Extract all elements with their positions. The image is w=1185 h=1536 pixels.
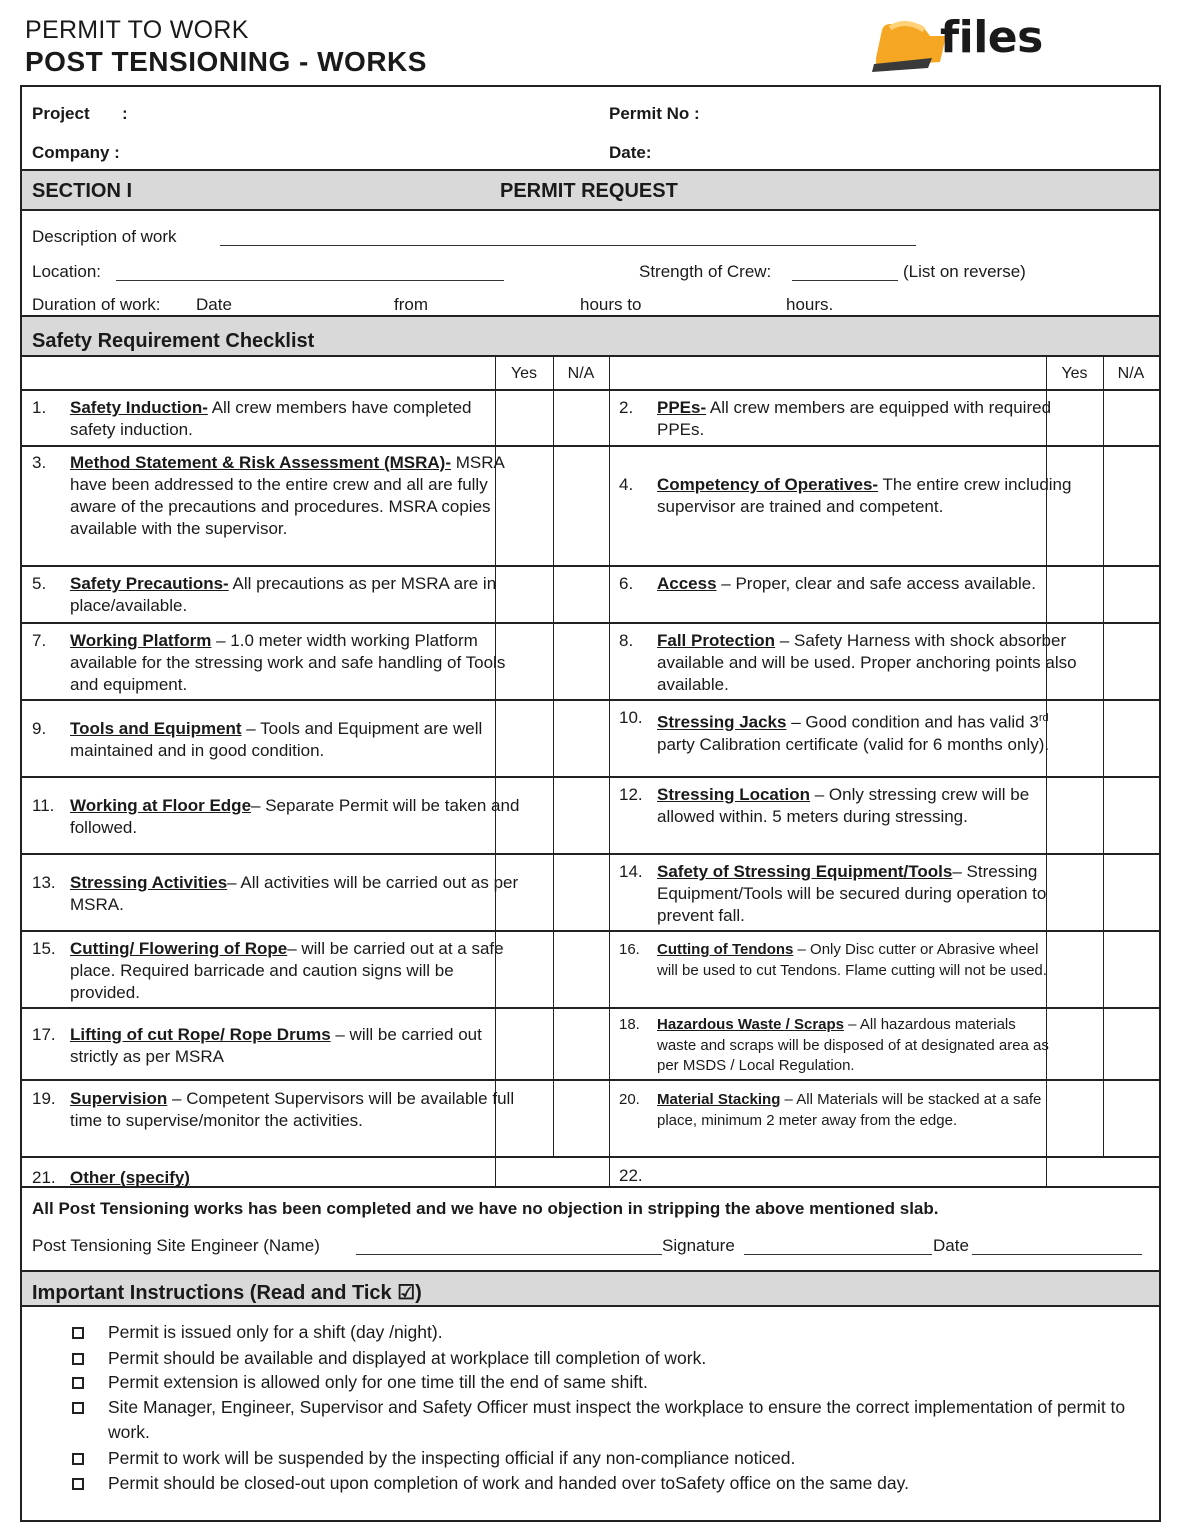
completion-divider bbox=[22, 1186, 1159, 1188]
item-text bbox=[657, 1015, 1057, 1077]
document-title: POST TENSIONING - WORKS bbox=[25, 46, 427, 77]
na-check-cell[interactable] bbox=[553, 1079, 609, 1156]
na-check-cell[interactable] bbox=[553, 389, 609, 445]
item-key: Competency of Operatives- bbox=[657, 475, 879, 494]
item-number: 4. bbox=[619, 475, 634, 494]
item-key: Stressing Activities bbox=[70, 873, 228, 892]
engineer-name-field[interactable] bbox=[356, 1254, 662, 1255]
tick-checkbox[interactable] bbox=[72, 1478, 84, 1490]
item-key: Fall Protection bbox=[657, 631, 776, 650]
instruction-text: Permit to work will be suspended by the inspecting official if any non-compliance noticed. bbox=[108, 1448, 796, 1468]
duration-label: Duration of work: bbox=[32, 295, 161, 314]
section-1-label: SECTION I bbox=[32, 180, 133, 202]
column-divider bbox=[609, 357, 610, 1156]
na-check-cell[interactable] bbox=[553, 699, 609, 776]
item-number: 18. bbox=[619, 1016, 640, 1033]
column-divider bbox=[609, 1156, 610, 1186]
na-check-cell[interactable] bbox=[553, 445, 609, 565]
project-colon: : bbox=[122, 104, 128, 123]
signature-field[interactable] bbox=[744, 1254, 932, 1255]
item-text bbox=[657, 784, 1077, 828]
permit-form bbox=[20, 85, 1161, 1522]
item-key: Method Statement & Risk Assessment (MSRA)- bbox=[70, 453, 451, 472]
tick-checkbox[interactable] bbox=[72, 1453, 84, 1465]
logo-wordmark: files bbox=[940, 12, 1043, 63]
files-logo bbox=[872, 12, 1062, 74]
item-text bbox=[70, 795, 530, 839]
item-key: Lifting of cut Rope/ Rope Drums bbox=[70, 1025, 331, 1044]
instruction-item bbox=[22, 1446, 1159, 1471]
item-key: Stressing Location bbox=[657, 785, 811, 804]
tick-checkbox[interactable] bbox=[72, 1377, 84, 1389]
duration-date-label: Date bbox=[196, 295, 232, 314]
item-description: – Stressing Equipment/Tools will be secured during operation to prevent fall. bbox=[657, 862, 1047, 925]
instructions-bar bbox=[22, 1270, 1159, 1307]
project-label: Project bbox=[32, 104, 90, 123]
yes-column-header: Yes bbox=[510, 365, 538, 382]
item-text bbox=[70, 573, 520, 617]
crew-strength-field[interactable] bbox=[792, 280, 898, 281]
item-text bbox=[657, 474, 1077, 518]
item-text bbox=[657, 940, 1057, 981]
na-check-cell[interactable] bbox=[553, 1007, 609, 1079]
instruction-text: Site Manager, Engineer, Supervisor and Safety Officer must inspect the workplace to ensure the correct implementation of permit to work. bbox=[108, 1397, 1126, 1442]
item-text bbox=[657, 861, 1077, 927]
item-number: 5. bbox=[32, 574, 47, 593]
item-key: Hazardous Waste / Scraps bbox=[657, 1016, 845, 1033]
item-description: MSRA have been addressed to the entire crew and all are fully aware of the precautions and procedures. MSRA copies available with the supervisor. bbox=[70, 453, 504, 538]
na-check-cell[interactable] bbox=[1103, 699, 1159, 776]
item-description: – Tools and Equipment are well maintained and in good condition. bbox=[70, 719, 483, 760]
item-text bbox=[70, 1088, 520, 1132]
item-description: – 1.0 meter width working Platform available for the stressing work and safe handling of Tools and equipment. bbox=[70, 631, 506, 694]
instruction-text: Permit is issued only for a shift (day /night). bbox=[108, 1322, 443, 1342]
na-check-cell[interactable] bbox=[1103, 445, 1159, 565]
item-key: Supervision bbox=[70, 1089, 168, 1108]
item-text bbox=[70, 938, 520, 1004]
item-text bbox=[70, 397, 520, 441]
tick-checkbox[interactable] bbox=[72, 1327, 84, 1339]
permit-no-label: Permit No : bbox=[609, 104, 700, 123]
instruction-item bbox=[22, 1370, 1159, 1395]
item-key: Cutting/ Flowering of Rope bbox=[70, 939, 288, 958]
na-check-cell[interactable] bbox=[553, 930, 609, 1007]
item-text bbox=[657, 630, 1077, 696]
item-description: – Only stressing crew will be allowed within. 5 meters during stressing. bbox=[657, 785, 1030, 826]
item-key: Safety of Stressing Equipment/Tools bbox=[657, 862, 953, 881]
description-field[interactable] bbox=[220, 245, 916, 246]
item-description: party Calibration certificate (valid for 6 months only). bbox=[657, 734, 1050, 754]
instruction-item bbox=[22, 1395, 1159, 1445]
permit-heading: PERMIT TO WORK bbox=[25, 16, 249, 44]
item-key: Safety Precautions- bbox=[70, 574, 229, 593]
instructions-title: Important Instructions (Read and Tick ☑) bbox=[32, 1282, 422, 1304]
item-number: 13. bbox=[32, 873, 56, 892]
item-text bbox=[657, 397, 1077, 441]
item-description: – Only Disc cutter or Abrasive wheel will be used to cut Tendons. Flame cutting will not be used. bbox=[657, 941, 1047, 979]
item-description: – Competent Supervisors will be available full time to supervise/monitor the activities. bbox=[70, 1089, 515, 1130]
signature-label: Signature bbox=[662, 1236, 735, 1255]
item-text bbox=[70, 718, 520, 762]
item-number: 3. bbox=[32, 453, 47, 472]
na-check-cell[interactable] bbox=[1103, 853, 1159, 930]
duration-hours-end-label: hours. bbox=[786, 295, 834, 314]
item-number: 11. bbox=[32, 796, 55, 815]
tick-checkbox[interactable] bbox=[72, 1353, 84, 1365]
item-key: Other (specify) bbox=[70, 1168, 190, 1187]
item-key: Access bbox=[657, 574, 717, 593]
item-text bbox=[657, 573, 1077, 595]
na-check-cell[interactable] bbox=[553, 776, 609, 853]
item-description: – Proper, clear and safe access available. bbox=[716, 574, 1036, 593]
item-number: 22. bbox=[619, 1166, 643, 1185]
completion-date-label: Date bbox=[933, 1236, 969, 1255]
row-divider bbox=[22, 1156, 1159, 1158]
item-number: 2. bbox=[619, 398, 634, 417]
na-check-cell[interactable] bbox=[1103, 1079, 1159, 1156]
item-number: 21. bbox=[32, 1168, 56, 1187]
na-column-header: N/A bbox=[1117, 365, 1145, 382]
item-description: The entire crew including supervisor are trained and competent. bbox=[657, 475, 1072, 516]
na-check-cell[interactable] bbox=[1103, 389, 1159, 445]
column-divider bbox=[1046, 1156, 1047, 1186]
item-text bbox=[70, 630, 520, 696]
checklist-title: Safety Requirement Checklist bbox=[32, 330, 315, 352]
item-number: 19. bbox=[32, 1089, 56, 1108]
instruction-text: Permit extension is allowed only for one time till the end of same shift. bbox=[108, 1372, 648, 1392]
item-key: Material Stacking bbox=[657, 1091, 781, 1108]
date-label: Date: bbox=[609, 143, 652, 162]
item-description: All crew members have completed safety induction. bbox=[70, 398, 472, 439]
location-label: Location: bbox=[32, 262, 101, 281]
na-check-cell[interactable] bbox=[1103, 930, 1159, 1007]
item-number: 17. bbox=[32, 1025, 56, 1044]
company-label: Company : bbox=[32, 143, 120, 162]
item-description: – will be carried out at a safe place. Required barricade and caution signs will be provided. bbox=[70, 939, 504, 1002]
item-key: Working at Floor Edge bbox=[70, 796, 252, 815]
duration-hours-to-label: hours to bbox=[580, 295, 642, 314]
item-description: – All Materials will be stacked at a safe place, minimum 2 meter away from the edge. bbox=[657, 1091, 1042, 1129]
completion-statement: All Post Tensioning works has been completed and we have no objection in stripping the above mentioned slab. bbox=[32, 1199, 939, 1218]
item-key: Stressing Jacks bbox=[657, 712, 787, 732]
item-number: 1. bbox=[32, 398, 47, 417]
item-number: 15. bbox=[32, 939, 56, 958]
item-description: – Good condition and has valid 3 bbox=[786, 712, 1039, 732]
item-number: 20. bbox=[619, 1091, 640, 1108]
instruction-item bbox=[22, 1320, 1159, 1345]
engineer-name-label: Post Tensioning Site Engineer (Name) bbox=[32, 1236, 320, 1255]
yes-column-header: Yes bbox=[1061, 365, 1088, 382]
item-description: – Separate Permit will be taken and followed. bbox=[70, 796, 520, 837]
item-key: Safety Induction- bbox=[70, 398, 208, 417]
item-text bbox=[657, 707, 1077, 756]
item-description: – will be carried out strictly as per MSRA bbox=[70, 1025, 482, 1066]
instruction-item bbox=[22, 1471, 1159, 1496]
item-number: 6. bbox=[619, 574, 634, 593]
item-key: Working Platform bbox=[70, 631, 212, 650]
item-description: – All activities will be carried out as per MSRA. bbox=[70, 873, 519, 914]
item-text bbox=[657, 1090, 1057, 1131]
item-text bbox=[70, 872, 530, 916]
completion-date-field[interactable] bbox=[972, 1254, 1142, 1255]
item-number: 16. bbox=[619, 941, 640, 958]
item-key: Tools and Equipment bbox=[70, 719, 242, 738]
crew-list-note: (List on reverse) bbox=[903, 262, 1026, 281]
item-number: 12. bbox=[619, 785, 643, 804]
na-column-header: N/A bbox=[567, 365, 595, 382]
item-text bbox=[70, 1024, 520, 1068]
tick-checkbox[interactable] bbox=[72, 1402, 84, 1414]
item-number: 14. bbox=[619, 862, 643, 881]
section-1-title: PERMIT REQUEST bbox=[500, 180, 678, 202]
item-description: All precautions as per MSRA are in place/available. bbox=[70, 574, 497, 615]
na-check-cell[interactable] bbox=[1103, 776, 1159, 853]
location-field[interactable] bbox=[116, 280, 504, 281]
duration-from-label: from bbox=[394, 295, 428, 314]
instruction-item bbox=[22, 1346, 1159, 1371]
item-number: 7. bbox=[32, 631, 47, 650]
instruction-text: Permit should be available and displayed at workplace till completion of work. bbox=[108, 1348, 707, 1368]
item-number: 9. bbox=[32, 719, 47, 738]
item-number: 8. bbox=[619, 631, 634, 650]
na-check-cell[interactable] bbox=[553, 565, 609, 622]
item-description: All crew members are equipped with required PPEs. bbox=[657, 398, 1052, 439]
checklist-bar bbox=[22, 315, 1159, 357]
item-key: PPEs- bbox=[657, 398, 707, 417]
item-superscript: rd bbox=[1038, 712, 1049, 724]
section-1-bar bbox=[22, 169, 1159, 211]
na-check-cell[interactable] bbox=[553, 622, 609, 699]
item-description: – Safety Harness with shock absorber available and will be used. Proper anchoring points also available. bbox=[657, 631, 1077, 694]
na-check-cell[interactable] bbox=[1103, 565, 1159, 622]
crew-strength-label: Strength of Crew: bbox=[639, 262, 772, 281]
na-check-cell[interactable] bbox=[553, 853, 609, 930]
item-description: – All hazardous materials waste and scraps will be disposed of at designated area as per MSDS / Local Regulation. bbox=[657, 1016, 1049, 1074]
item-text bbox=[70, 452, 520, 540]
item-key: Cutting of Tendons bbox=[657, 941, 794, 958]
na-check-cell[interactable] bbox=[1103, 622, 1159, 699]
item-number: 10. bbox=[619, 708, 643, 727]
instruction-text: Permit should be closed-out upon completion of work and handed over toSafety office on the same day. bbox=[108, 1473, 909, 1493]
description-label: Description of work bbox=[32, 227, 177, 246]
na-check-cell[interactable] bbox=[1103, 1007, 1159, 1079]
